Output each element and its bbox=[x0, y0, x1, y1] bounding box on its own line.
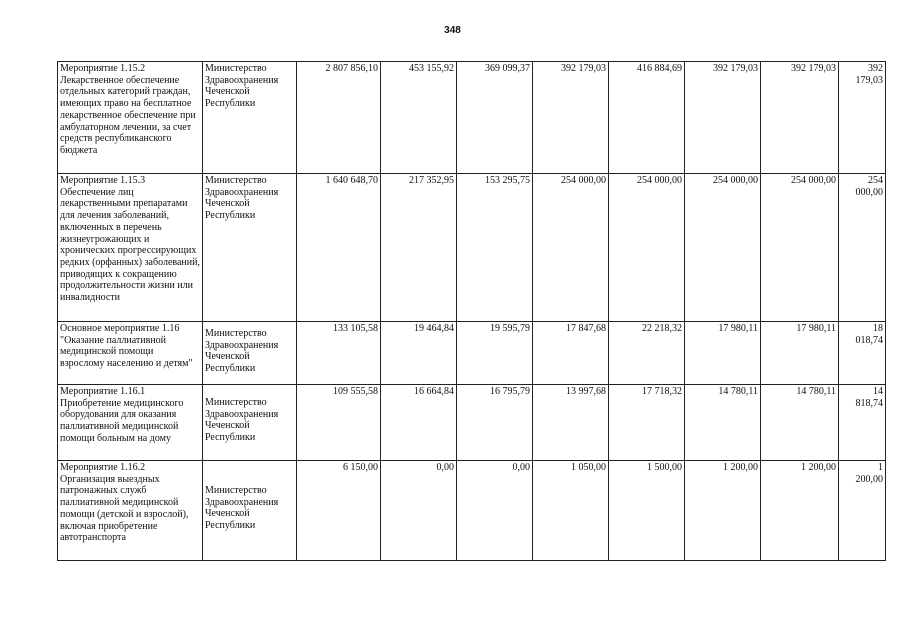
value-cell: 153 295,75 bbox=[457, 174, 533, 322]
value-cell: 254 000,00 bbox=[685, 174, 761, 322]
value-cell: 16 664,84 bbox=[381, 385, 457, 461]
event-name-cell: Основное мероприятие 1.16 "Оказание паллиативной медицинской помощи взрослому населению и детям" bbox=[58, 322, 203, 385]
table-row bbox=[58, 461, 886, 561]
value-cell: 254 000,00 bbox=[609, 174, 685, 322]
value-cell: 22 218,32 bbox=[609, 322, 685, 385]
value-cell: 14 780,11 bbox=[761, 385, 839, 461]
value-part: 179,03 bbox=[855, 74, 883, 86]
value-cell: 392 179,03 bbox=[533, 62, 609, 174]
table-row bbox=[58, 385, 886, 461]
budget-table bbox=[57, 61, 886, 561]
value-part: 818,74 bbox=[855, 397, 883, 409]
value-part: 14 bbox=[873, 386, 883, 397]
value-cell: 254 000,00 bbox=[761, 174, 839, 322]
value-cell: 392 179,03 bbox=[685, 62, 761, 174]
value-part: 1 bbox=[878, 462, 883, 473]
value-cell: 0,00 bbox=[381, 461, 457, 561]
value-cell-total: 109 555,58 bbox=[297, 385, 381, 461]
value-cell: 17 980,11 bbox=[761, 322, 839, 385]
value-cell: 19 595,79 bbox=[457, 322, 533, 385]
value-cell-last bbox=[839, 385, 886, 461]
ministry-cell: Министерство Здравоохранения Чеченской Республики bbox=[203, 322, 297, 385]
value-cell-last bbox=[839, 322, 886, 385]
value-cell: 16 795,79 bbox=[457, 385, 533, 461]
value-cell: 17 847,68 bbox=[533, 322, 609, 385]
value-cell-last bbox=[839, 174, 886, 322]
value-part: 000,00 bbox=[855, 186, 883, 198]
page-number: 348 bbox=[444, 25, 461, 36]
value-cell-total: 133 105,58 bbox=[297, 322, 381, 385]
value-part: 18 bbox=[873, 323, 883, 334]
value-cell-last bbox=[839, 461, 886, 561]
value-cell: 13 997,68 bbox=[533, 385, 609, 461]
value-cell: 0,00 bbox=[457, 461, 533, 561]
ministry-cell: Министерство Здравоохранения Чеченской Республики bbox=[203, 174, 297, 322]
value-cell: 416 884,69 bbox=[609, 62, 685, 174]
event-name-cell: Мероприятие 1.15.3 Обеспечение лиц лекарственными препаратами для лечения заболеваний, включенных в перечень жизнеугрожающих и хронических прогрессирующих редких (орфанных) заболеваний, приводящих к сокращению продолжительности жизни или инвалидности bbox=[58, 174, 203, 322]
ministry-cell: Министерство Здравоохранения Чеченской Республики bbox=[203, 461, 297, 561]
value-cell: 1 200,00 bbox=[685, 461, 761, 561]
value-cell: 17 980,11 bbox=[685, 322, 761, 385]
value-cell: 254 000,00 bbox=[533, 174, 609, 322]
value-cell-total: 1 640 648,70 bbox=[297, 174, 381, 322]
value-cell: 217 352,95 bbox=[381, 174, 457, 322]
value-part: 018,74 bbox=[855, 334, 883, 346]
event-name-cell: Мероприятие 1.16.1 Приобретение медицинского оборудования для оказания паллиативной медицинской помощи больным на дому bbox=[58, 385, 203, 461]
table-row bbox=[58, 62, 886, 174]
value-cell: 1 500,00 bbox=[609, 461, 685, 561]
value-part: 392 bbox=[868, 63, 883, 74]
table-row bbox=[58, 174, 886, 322]
event-name-cell: Мероприятие 1.15.2 Лекарственное обеспечение отдельных категорий граждан, имеющих право на бесплатное лекарственное обеспечение при амбулаторном лечении, за счет средств республиканского бюджета bbox=[58, 62, 203, 174]
value-part: 200,00 bbox=[855, 473, 883, 485]
value-part: 254 bbox=[868, 175, 883, 186]
table-row bbox=[58, 322, 886, 385]
value-cell: 14 780,11 bbox=[685, 385, 761, 461]
value-cell-total: 6 150,00 bbox=[297, 461, 381, 561]
value-cell: 1 200,00 bbox=[761, 461, 839, 561]
value-cell: 392 179,03 bbox=[761, 62, 839, 174]
value-cell-last bbox=[839, 62, 886, 174]
value-cell: 453 155,92 bbox=[381, 62, 457, 174]
event-name-cell: Мероприятие 1.16.2 Организация выездных патронажных служб паллиативной медицинской помощи (детской и взрослой), включая приобретение автотранспорта bbox=[58, 461, 203, 561]
ministry-cell: Министерство Здравоохранения Чеченской Республики bbox=[203, 62, 297, 174]
ministry-cell: Министерство Здравоохранения Чеченской Республики bbox=[203, 385, 297, 461]
value-cell: 19 464,84 bbox=[381, 322, 457, 385]
value-cell: 369 099,37 bbox=[457, 62, 533, 174]
value-cell: 1 050,00 bbox=[533, 461, 609, 561]
value-cell: 17 718,32 bbox=[609, 385, 685, 461]
value-cell-total: 2 807 856,10 bbox=[297, 62, 381, 174]
